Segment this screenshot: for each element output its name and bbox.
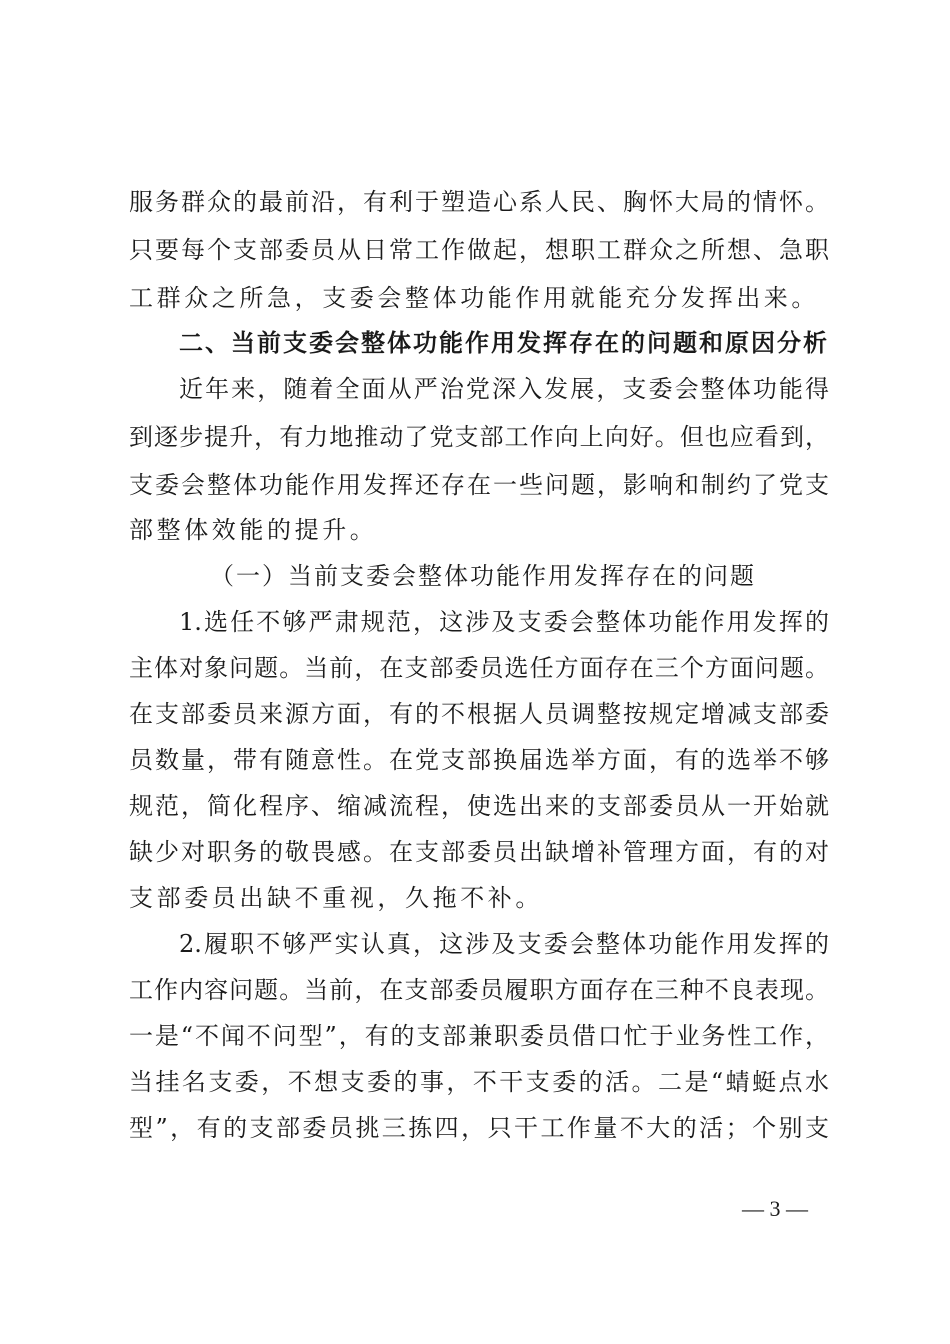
section-heading: 二、当前支委会整体功能作用发挥存在的问题和原因分析 <box>179 329 829 357</box>
text-line: 到逐步提升，有力地推动了党支部工作向上向好。但也应看到， <box>129 423 829 451</box>
text-line: 主体对象问题。当前，在支部委员选任方面存在三个方面问题。 <box>129 654 829 682</box>
text-line: 2.履职不够严实认真，这涉及支委会整体功能作用发挥的 <box>179 930 829 958</box>
text-line: 近年来，随着全面从严治党深入发展，支委会整体功能得 <box>179 375 829 403</box>
text-line: 规范，简化程序、缩减流程，使选出来的支部委员从一开始就 <box>129 792 829 820</box>
text-line: 当挂名支委，不想支委的事，不干支委的活。二是“蜻蜓点水 <box>129 1068 829 1096</box>
text-line: 服务群众的最前沿，有利于塑造心系人民、胸怀大局的情怀。 <box>129 188 829 216</box>
text-line: 一是“不闻不问型”，有的支部兼职委员借口忙于业务性工作， <box>129 1022 829 1050</box>
text-line: 工群众之所急，支委会整体功能作用就能充分发挥出来。 <box>129 284 819 312</box>
text-line: 部整体效能的提升。 <box>129 516 378 544</box>
text-line: 支部委员出缺不重视，久拖不补。 <box>129 884 543 912</box>
text-line: 支委会整体功能作用发挥还存在一些问题，影响和制约了党支 <box>129 471 829 499</box>
text-line: 1.选任不够严肃规范，这涉及支委会整体功能作用发挥的 <box>179 608 829 636</box>
text-line: 只要每个支部委员从日常工作做起，想职工群众之所想、急职 <box>129 236 829 264</box>
page-number: — 3 — <box>742 1196 808 1221</box>
text-line: 员数量，带有随意性。在党支部换届选举方面，有的选举不够 <box>129 746 829 774</box>
subsection-heading: （一）当前支委会整体功能作用发挥存在的问题 <box>210 562 756 590</box>
text-line: 型”，有的支部委员挑三拣四，只干工作量不大的活；个别支 <box>129 1114 829 1142</box>
text-line: 缺少对职务的敬畏感。在支部委员出缺增补管理方面，有的对 <box>129 838 829 866</box>
text-line: 在支部委员来源方面，有的不根据人员调整按规定增减支部委 <box>129 700 829 728</box>
text-line: 工作内容问题。当前，在支部委员履职方面存在三种不良表现。 <box>129 976 829 1004</box>
